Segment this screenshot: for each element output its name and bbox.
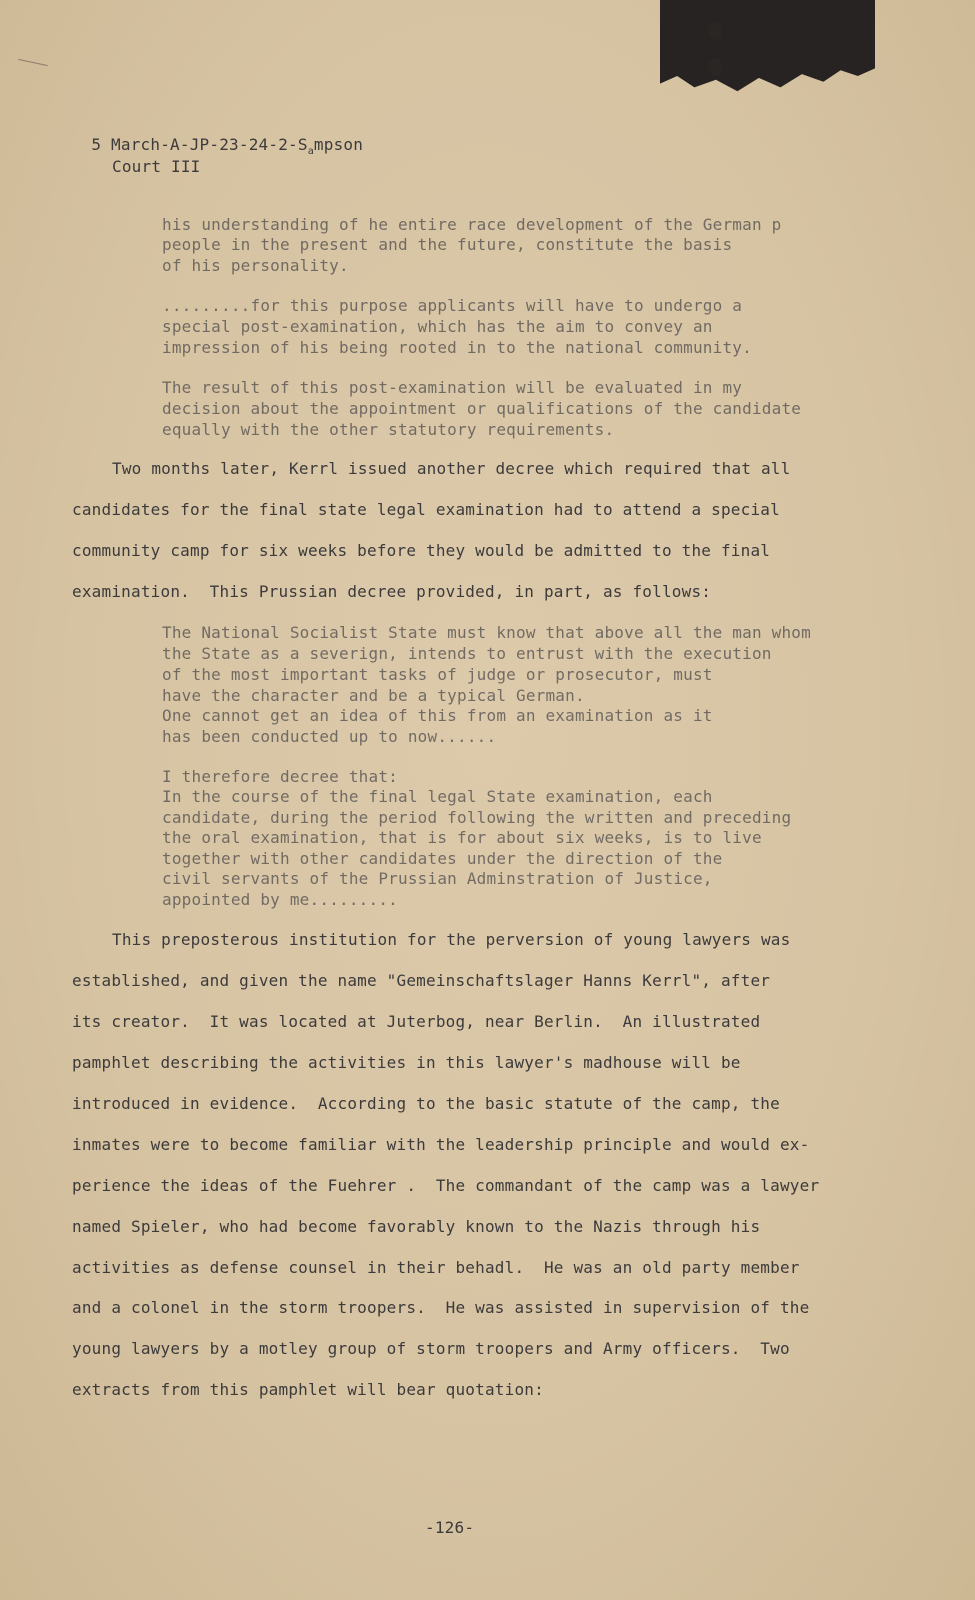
quote-line: equally with the other statutory requirements. (162, 420, 615, 439)
body-line: its creator. It was located at Juterbog, near Berlin. An illustrated (72, 1012, 761, 1031)
body-line: inmates were to become familiar with the leadership principle and would ex- (72, 1135, 810, 1154)
quote-line: .........for this purpose applicants will have to undergo a (162, 296, 743, 315)
page-footer-number: -126- (425, 1518, 475, 1537)
body-line: and a colonel in the storm troopers. He was assisted in supervision of the (72, 1298, 810, 1317)
quote-line: of his personality. (162, 256, 349, 275)
court-label: Court III (112, 157, 201, 176)
quote-line: people in the present and the future, constitute the basis (162, 235, 733, 254)
punch-hole (708, 58, 722, 76)
quote-line: The result of this post-examination will be evaluated in my (162, 378, 743, 397)
document-reference (52, 115, 363, 178)
reference-code: March-A-JP-23-24-2-S (111, 135, 308, 154)
quote-line: I therefore decree that: (162, 767, 398, 786)
quote-line: have the character and be a typical German. (162, 686, 585, 705)
edge-mark (18, 59, 48, 66)
quote-line: has been conducted up to now...... (162, 727, 497, 746)
quote-line: One cannot get an idea of this from an examination as it (162, 706, 713, 725)
quote-line: appointed by me......... (162, 890, 398, 909)
body-line: activities as defense counsel in their behadl. He was an old party member (72, 1258, 800, 1277)
body-line: introduced in evidence. According to the basic statute of the camp, the (72, 1094, 780, 1113)
quote-line: the oral examination, that is for about six weeks, is to live (162, 828, 762, 847)
quote-line: The National Socialist State must know that above all the man whom (162, 623, 811, 642)
quote-line: the State as a severign, intends to entrust with the execution (162, 644, 772, 663)
quote-line: impression of his being rooted in to the national community. (162, 338, 752, 357)
reference-subscript: a (307, 146, 314, 157)
quote-line: of the most important tasks of judge or prosecutor, must (162, 665, 713, 684)
body-line: named Spieler, who had become favorably known to the Nazis through his (72, 1217, 761, 1236)
quote-line: In the course of the final legal State examination, each (162, 787, 713, 806)
body-line: young lawyers by a motley group of storm troopers and Army officers. Two (72, 1339, 790, 1358)
reference-code-end: mpson (313, 135, 364, 154)
body-line: community camp for six weeks before they would be admitted to the final (72, 541, 771, 560)
body-line: extracts from this pamphlet will bear quotation: (72, 1380, 544, 1399)
body-line: examination. This Prussian decree provided, in part, as follows: (72, 582, 712, 601)
body-line: established, and given the name "Gemeinschaftslager Hanns Kerrl", after (72, 971, 771, 990)
quote-line: civil servants of the Prussian Adminstration of Justice, (162, 869, 713, 888)
quote-line: together with other candidates under the direction of the (162, 849, 723, 868)
quote-line: candidate, during the period following the written and preceding (162, 808, 792, 827)
torn-corner (660, 0, 875, 95)
body-line: perience the ideas of the Fuehrer . The commandant of the camp was a lawyer (72, 1176, 820, 1195)
body-line: candidates for the final state legal examination had to attend a special (72, 500, 780, 519)
page-number: 5 (91, 135, 102, 154)
quote-line: special post-examination, which has the aim to convey an (162, 317, 713, 336)
body-line: Two months later, Kerrl issued another decree which required that all (112, 459, 791, 478)
body-line: This preposterous institution for the perversion of young lawyers was (112, 930, 791, 949)
body-line: pamphlet describing the activities in this lawyer's madhouse will be (72, 1053, 741, 1072)
quote-line: his understanding of he entire race development of the German p (162, 215, 782, 234)
punch-hole (708, 22, 722, 40)
quote-line: decision about the appointment or qualifications of the candidate (162, 399, 802, 418)
